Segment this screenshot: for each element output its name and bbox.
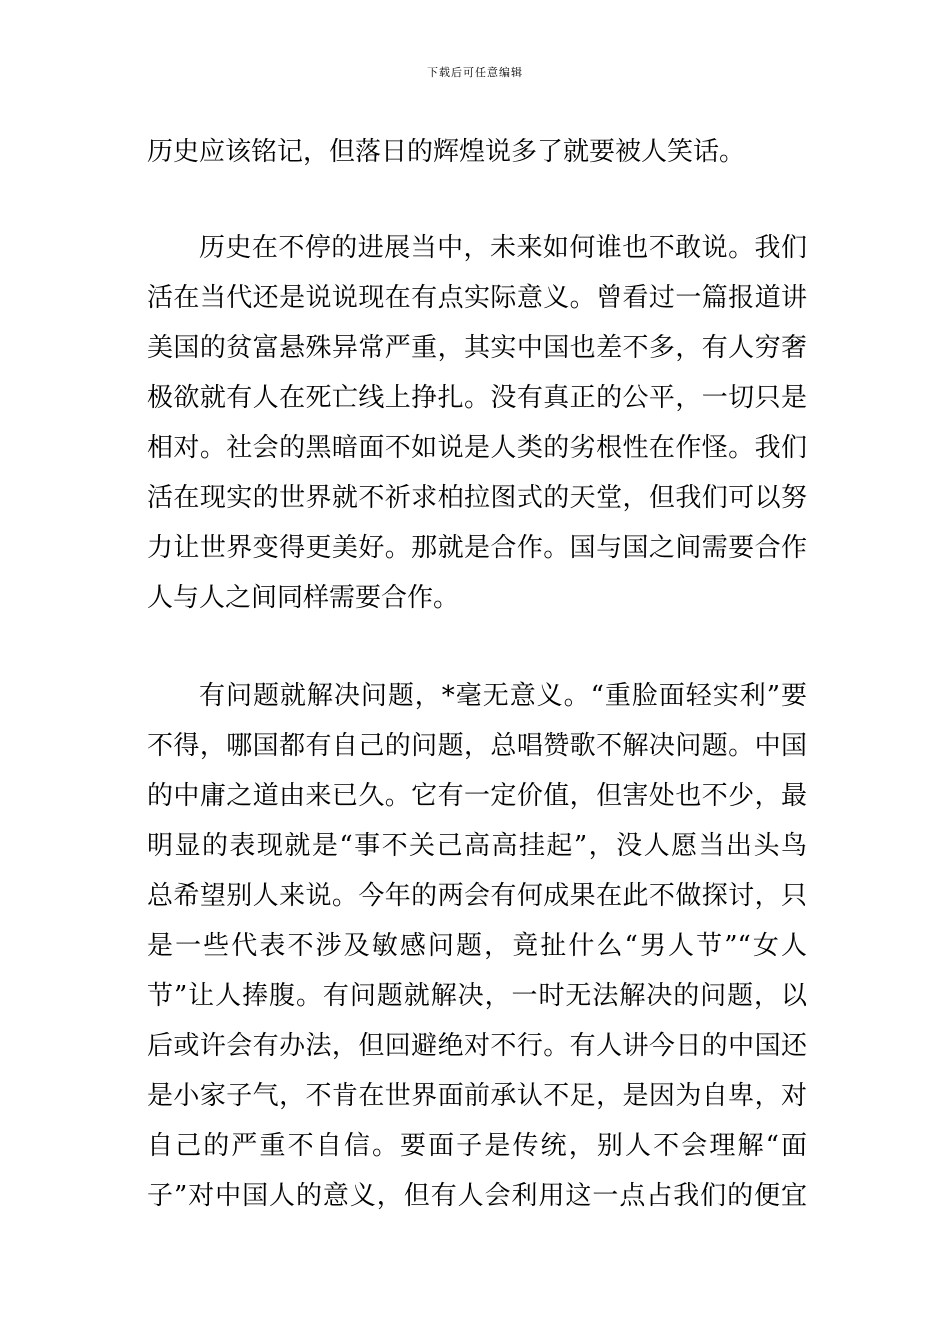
text-line: 人与人之间同样需要合作。 [147, 583, 460, 613]
paragraph-2 [147, 223, 807, 623]
text-line: 美国的贫富悬殊异常严重，其实中国也差不多，有人穷奢 [147, 333, 807, 363]
text-line: 是小家子气，不肯在世界面前承认不足，是因为自卑，对 [147, 1081, 807, 1111]
text-line: 活在当代还是说说现在有点实际意义。曾看过一篇报道讲 [147, 283, 807, 313]
text-line: 自己的严重不自信。要面子是传统，别人不会理解“面 [147, 1131, 807, 1161]
text-line: 有问题就解决问题，*毫无意义。“重脸面轻实利”要 [199, 681, 807, 711]
text-line: 总希望别人来说。今年的两会有何成果在此不做探讨，只 [147, 881, 807, 911]
text-line: 活在现实的世界就不祈求柏拉图式的天堂，但我们可以努 [147, 483, 807, 513]
text-line: 的中庸之道由来已久。它有一定价值，但害处也不少，最 [147, 781, 807, 811]
text-line: 是一些代表不涉及敏感问题，竟扯什么“男人节”“女人 [147, 931, 807, 961]
text-line: 极欲就有人在死亡线上挣扎。没有真正的公平，一切只是 [147, 383, 807, 413]
text-line: 不得，哪国都有自己的问题，总唱赞歌不解决问题。中国 [147, 731, 807, 761]
text-line: 明显的表现就是“事不关己高高挂起”，没人愿当出头鸟 [147, 831, 807, 861]
text-line: 力让世界变得更美好。那就是合作。国与国之间需要合作 [147, 533, 807, 563]
text-line: 节”让人捧腹。有问题就解决，一时无法解决的问题，以 [147, 981, 807, 1011]
text-line: 历史应该铭记，但落日的辉煌说多了就要被人笑话。 [147, 137, 746, 167]
text-line: 后或许会有办法，但回避绝对不行。有人讲今日的中国还 [147, 1031, 807, 1061]
text-line: 子”对中国人的意义，但有人会利用这一点占我们的便宜 [147, 1181, 807, 1211]
page-header: 下载后可任意编辑 [427, 66, 523, 79]
text-line: 历史在不停的进展当中，未来如何谁也不敢说。我们 [199, 233, 807, 263]
paragraph-3 [147, 671, 807, 1221]
paragraph-1 [147, 127, 807, 177]
text-line: 相对。社会的黑暗面不如说是人类的劣根性在作怪。我们 [147, 433, 807, 463]
